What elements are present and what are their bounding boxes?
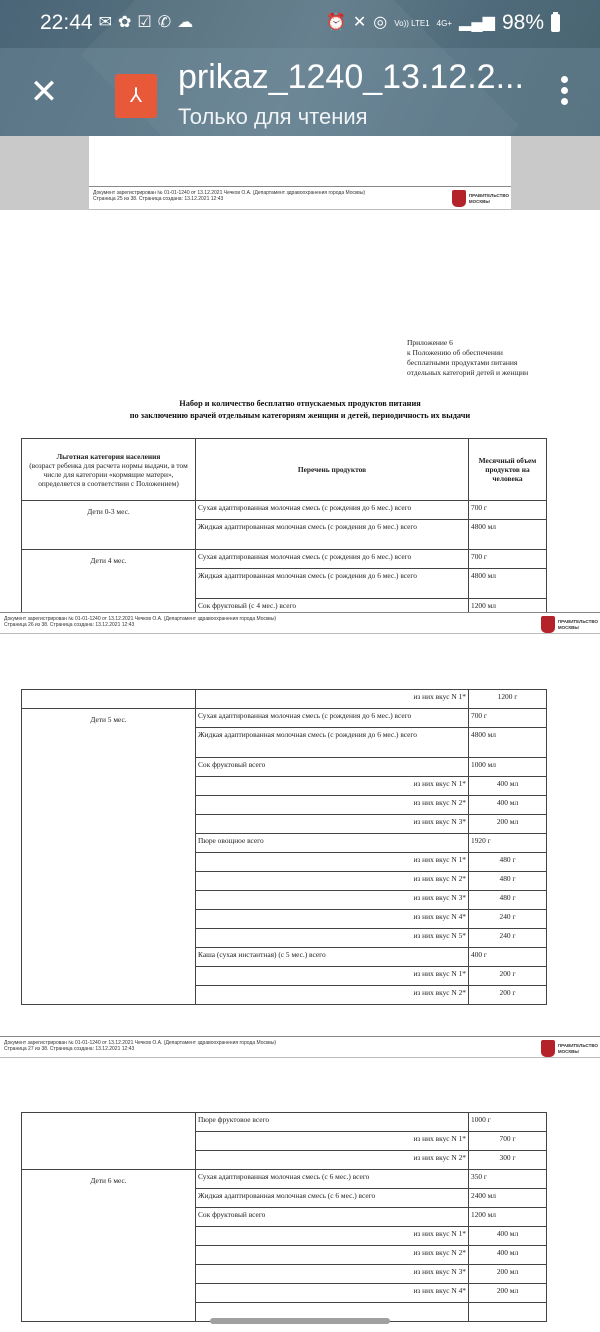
category-cell-empty	[22, 690, 196, 709]
footer-line-2: Страница 25 из 38. Страница создана: 13.12.2021 12:43	[93, 196, 224, 202]
product-cell: из них вкус N 3*	[196, 1265, 469, 1284]
value-cell-cut	[469, 1303, 547, 1322]
value-cell: 1200 мл	[469, 1208, 547, 1227]
more-vert-icon	[561, 76, 568, 83]
pdf-icon: ⅄	[115, 74, 157, 118]
product-cell: из них вкус N 1*	[196, 777, 469, 796]
product-cell: Жидкая адаптированная молочная смесь (с рождения до 6 мес.) всего	[196, 520, 469, 550]
footer-line-1: Документ зарегистрирован № 01-01-1240 от 13.12.2021 Чечков О.А. (Департамент здравоохранения города Москвы)	[93, 190, 366, 196]
product-cell: Сок фруктовый всего	[196, 1208, 469, 1227]
table-row	[22, 709, 547, 728]
value-cell: 400 мл	[469, 796, 547, 815]
product-cell: Жидкая адаптированная молочная смесь (с рождения до 6 мес.) всего	[196, 569, 469, 599]
close-button[interactable]	[28, 72, 60, 112]
value-cell: 400 мл	[469, 1227, 547, 1246]
top-bar	[0, 0, 600, 136]
document-heading	[0, 398, 600, 422]
footer-line-2: Страница 26 из 38. Страница создана: 13.12.2021 12:43	[4, 622, 135, 628]
status-right	[326, 11, 560, 35]
logo-text	[558, 1043, 598, 1055]
heading-line-2: по заключению врачей отдельным категориям женщин и детей, периодичность их выдачи	[129, 411, 471, 420]
clock: 22:44	[40, 11, 93, 34]
volte-icon: Vo)) LTE1	[394, 18, 430, 28]
product-cell: из них вкус N 1*	[196, 967, 469, 986]
annex-line: отдельных категорий детей и женщин	[407, 368, 529, 377]
product-cell: Пюре овощное всего	[196, 834, 469, 853]
product-cell: из них вкус N 1*	[196, 1227, 469, 1246]
value-cell: 240 г	[469, 910, 547, 929]
value-cell: 4800 мл	[469, 520, 547, 550]
annex-reference	[407, 338, 528, 378]
value-cell: 700 г	[469, 501, 547, 520]
footer-line-1: Документ зарегистрирован № 01-01-1240 от 13.12.2021 Чечков О.А. (Департамент здравоохранения города Москвы)	[4, 1040, 277, 1046]
product-cell: Сухая адаптированная молочная смесь (с рождения до 6 мес.) всего	[196, 501, 469, 520]
value-cell: 1000 мл	[469, 758, 547, 777]
value-cell: 480 г	[469, 853, 547, 872]
moscow-coat-of-arms-icon	[541, 1040, 555, 1057]
logo-line-1: ПРАВИТЕЛЬСТВО	[468, 192, 509, 198]
product-cell: Каша (сухая инстантная) (с 5 мес.) всего	[196, 948, 469, 967]
value-cell: 350 г	[469, 1170, 547, 1189]
cloud-icon: ☁	[177, 14, 194, 31]
annex-line: Приложение 6	[407, 338, 453, 347]
product-cell: из них вкус N 2*	[196, 796, 469, 815]
page-footer	[0, 612, 600, 634]
header-category	[22, 439, 196, 501]
moscow-coat-of-arms-icon	[541, 616, 555, 633]
product-cell: из них вкус N 4*	[196, 910, 469, 929]
app-bar	[0, 48, 600, 136]
value-cell: 4800 мл	[469, 728, 547, 758]
product-cell: Жидкая адаптированная молочная смесь (с 6 мес.) всего	[196, 1189, 469, 1208]
value-cell: 200 г	[469, 967, 547, 986]
footer-text	[4, 616, 276, 628]
value-cell: 4800 мл	[469, 569, 547, 599]
value-cell: 1000 г	[469, 1113, 547, 1132]
value-cell: 200 мл	[469, 815, 547, 834]
battery-percent: 98%	[501, 11, 544, 34]
logo-line-2: МОСКВЫ	[557, 624, 579, 630]
page-27	[0, 1058, 600, 1332]
product-cell: из них вкус N 1*	[196, 853, 469, 872]
table-row	[22, 690, 547, 709]
status-left	[40, 11, 193, 35]
product-cell: Сок фруктовый (с 4 мес.) всего	[196, 599, 469, 618]
value-cell: 200 мл	[469, 1284, 547, 1303]
logo-text	[469, 193, 509, 205]
more-vert-dot	[561, 87, 568, 94]
value-cell: 1200 мл	[469, 599, 547, 618]
value-cell: 480 г	[469, 872, 547, 891]
logo-line-1: ПРАВИТЕЛЬСТВО	[557, 618, 598, 624]
moscow-gov-logo	[541, 1040, 598, 1057]
product-cell: Сухая адаптированная молочная смесь (с рождения до 6 мес.) всего	[196, 709, 469, 728]
value-cell: 2400 мл	[469, 1189, 547, 1208]
heading-line-1: Набор и количество бесплатно отпускаемых продуктов питания	[179, 399, 421, 408]
header-category-title: Льготная категория населения	[56, 451, 161, 461]
more-vert-dot	[561, 98, 568, 105]
product-cell: из них вкус N 2*	[196, 872, 469, 891]
network-4g-icon: 4G+	[436, 18, 453, 28]
category-cell: Дети 5 мес.	[22, 709, 196, 1005]
page-26	[0, 634, 600, 1058]
annex-line: бесплатными продуктами питания	[407, 358, 518, 367]
signal-icon: ▂▄▆	[459, 14, 495, 31]
value-cell: 200 мл	[469, 1265, 547, 1284]
horizontal-scrollbar[interactable]	[210, 1318, 390, 1324]
checkbox-icon: ☑	[137, 14, 152, 31]
pdf-viewport[interactable]	[0, 136, 600, 1332]
value-cell: 1920 г	[469, 834, 547, 853]
gmail-icon: ✉	[98, 14, 112, 31]
battery-icon	[551, 14, 560, 32]
product-cell: из них вкус N 2*	[196, 1151, 469, 1170]
table-row	[22, 501, 547, 520]
product-cell: Сухая адаптированная молочная смесь (с 6 мес.) всего	[196, 1170, 469, 1189]
header-category-note: (возраст ребенка для расчета нормы выдачи, в том числе для категории «кормящие матери», определяется в соответствии с Положением)	[29, 460, 188, 488]
category-cell: Дети 0-3 мес.	[22, 501, 196, 550]
moscow-coat-of-arms-icon	[452, 190, 466, 207]
logo-text	[558, 619, 598, 631]
product-cell: Сок фруктовый всего	[196, 758, 469, 777]
footer-line-1: Документ зарегистрирован № 01-01-1240 от 13.12.2021 Чечков О.А. (Департамент здравоохранения города Москвы)	[4, 616, 277, 622]
footer-text	[93, 190, 365, 202]
value-cell: 700 г	[469, 709, 547, 728]
value-cell: 400 мл	[469, 777, 547, 796]
category-cell-empty	[22, 1113, 196, 1170]
products-table-p27	[21, 1112, 547, 1322]
category-cell: Дети 4 мес.	[22, 550, 196, 656]
more-options-button[interactable]	[556, 76, 572, 108]
header-monthly-volume: Месячный объем продуктов на человека	[469, 439, 547, 501]
table-row	[22, 1170, 547, 1189]
product-cell: из них вкус N 2*	[196, 1246, 469, 1265]
page-25-tail	[89, 136, 511, 210]
header-products: Перечень продуктов	[196, 439, 469, 501]
page-footer	[0, 1036, 600, 1058]
table-header-row	[22, 439, 547, 501]
footer-line-2: Страница 27 из 38. Страница создана: 13.12.2021 12:43	[4, 1046, 135, 1052]
products-table-p26	[21, 689, 547, 1005]
value-cell: 200 г	[469, 986, 547, 1005]
mute-icon: ✕	[352, 14, 367, 31]
product-cell: Сухая адаптированная молочная смесь (с рождения до 6 мес.) всего	[196, 550, 469, 569]
page-footer	[89, 186, 511, 210]
value-cell: 240 г	[469, 929, 547, 948]
value-cell: 300 г	[469, 1151, 547, 1170]
moscow-gov-logo	[452, 190, 509, 207]
document-title: prikaz_1240_13.12.2...	[178, 58, 524, 96]
hotspot-icon: ◎	[373, 14, 388, 31]
phone-call-icon: ✆	[157, 14, 172, 31]
value-cell: 400 г	[469, 948, 547, 967]
product-cell: из них вкус N 1*	[196, 1132, 469, 1151]
annex-line: к Положению об обеспечении	[407, 348, 503, 357]
moscow-gov-logo	[541, 616, 598, 633]
logo-line-2: МОСКВЫ	[557, 1048, 579, 1054]
value-cell: 1200 г	[469, 690, 547, 709]
product-cell: из них вкус N 1*	[196, 690, 469, 709]
category-cell: Дети 6 мес.	[22, 1170, 196, 1322]
value-cell: 700 г	[469, 1132, 547, 1151]
value-cell: 700 г	[469, 550, 547, 569]
alarm-icon: ⏰	[325, 14, 346, 31]
product-cell: Жидкая адаптированная молочная смесь (с рождения до 6 мес.) всего	[196, 728, 469, 758]
read-only-label: Только для чтения	[178, 104, 368, 129]
value-cell: 400 мл	[469, 1246, 547, 1265]
value-cell: 480 г	[469, 891, 547, 910]
table-row	[22, 1113, 547, 1132]
product-cell: из них вкус N 4*	[196, 1284, 469, 1303]
product-cell: из них вкус N 2*	[196, 986, 469, 1005]
close-icon: ✕	[29, 73, 59, 111]
footer-text	[4, 1040, 276, 1052]
status-bar	[0, 0, 600, 48]
product-cell: из них вкус N 5*	[196, 929, 469, 948]
product-cell: из них вкус N 3*	[196, 815, 469, 834]
product-cell: из них вкус N 3*	[196, 891, 469, 910]
app-cluster-icon: ✿	[117, 14, 132, 31]
logo-line-1: ПРАВИТЕЛЬСТВО	[557, 1042, 598, 1048]
table-row	[22, 550, 547, 569]
product-cell: Пюре фруктовое всего	[196, 1113, 469, 1132]
page-25	[0, 210, 600, 634]
logo-line-2: МОСКВЫ	[468, 198, 490, 204]
